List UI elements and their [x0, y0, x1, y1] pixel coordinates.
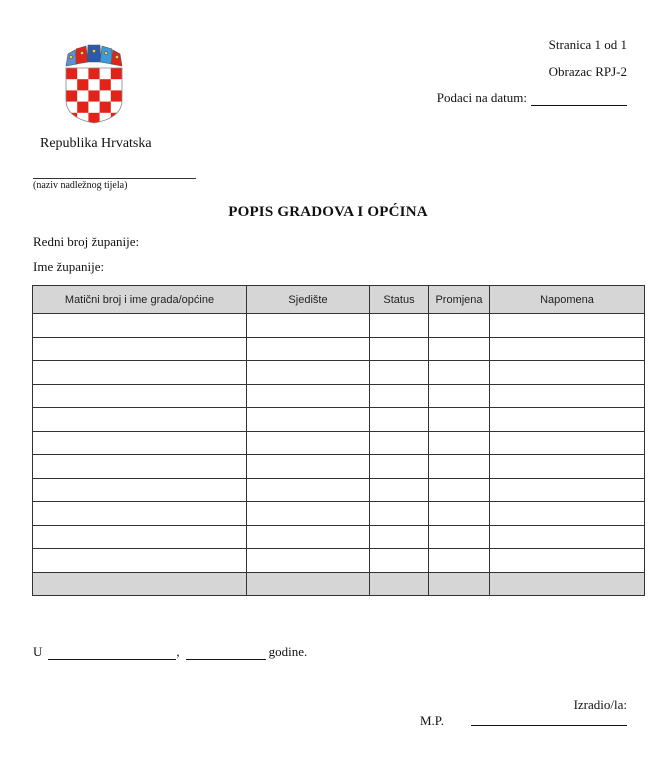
- table-cell[interactable]: [490, 525, 645, 549]
- table-cell[interactable]: [429, 478, 490, 502]
- table-cell[interactable]: [370, 431, 429, 455]
- table-row: [33, 361, 645, 385]
- prepared-by-label: Izradio/la:: [573, 697, 627, 712]
- place-prefix: U: [33, 644, 43, 659]
- table-cell[interactable]: [33, 525, 247, 549]
- table-row: [33, 384, 645, 408]
- table-cell[interactable]: [490, 361, 645, 385]
- table-cell[interactable]: [429, 408, 490, 432]
- page-title: POPIS GRADOVA I OPĆINA: [228, 204, 428, 220]
- table-cell[interactable]: [429, 549, 490, 573]
- table-cell[interactable]: [370, 455, 429, 479]
- table-cell[interactable]: [247, 361, 370, 385]
- table-cell[interactable]: [33, 502, 247, 526]
- table-cell[interactable]: [490, 502, 645, 526]
- table-cell[interactable]: [490, 408, 645, 432]
- table-row: [33, 525, 645, 549]
- table-cell[interactable]: [490, 478, 645, 502]
- table-cell[interactable]: [247, 478, 370, 502]
- table-cell[interactable]: [429, 502, 490, 526]
- table-cell[interactable]: [370, 408, 429, 432]
- place-field[interactable]: [48, 648, 176, 660]
- table-cell[interactable]: [247, 502, 370, 526]
- table-cell[interactable]: [490, 314, 645, 338]
- table-cell[interactable]: [247, 525, 370, 549]
- table-cell[interactable]: [33, 384, 247, 408]
- form-code: Obrazac RPJ-2: [548, 64, 627, 79]
- signature-line[interactable]: [471, 725, 627, 726]
- table-cell[interactable]: [370, 337, 429, 361]
- org-name: Republika Hrvatska: [40, 136, 152, 151]
- authority-caption: (naziv nadležnog tijela): [33, 180, 128, 191]
- table-cell[interactable]: [33, 478, 247, 502]
- place-date-row: [33, 644, 307, 660]
- table-row: [33, 431, 645, 455]
- table-cell[interactable]: [490, 337, 645, 361]
- authority-name-line[interactable]: [33, 178, 196, 179]
- table-row: [33, 549, 645, 573]
- table-cell[interactable]: [370, 502, 429, 526]
- table-row: [33, 408, 645, 432]
- table-cell[interactable]: [247, 408, 370, 432]
- table-cell[interactable]: [490, 431, 645, 455]
- table-cell: [247, 572, 370, 596]
- table-cell[interactable]: [429, 361, 490, 385]
- table-cell[interactable]: [247, 314, 370, 338]
- column-header-seat: Sjedište: [247, 286, 370, 314]
- page-info: Stranica 1 od 1: [548, 37, 627, 52]
- county-number-label: Redni broj županije:: [33, 234, 140, 249]
- table-cell[interactable]: [247, 455, 370, 479]
- table-cell[interactable]: [490, 455, 645, 479]
- table-cell: [33, 572, 247, 596]
- cities-table: [32, 285, 645, 596]
- county-name-label: Ime županije:: [33, 259, 105, 274]
- table-cell[interactable]: [247, 384, 370, 408]
- column-header-note: Napomena: [490, 286, 645, 314]
- table-cell[interactable]: [33, 337, 247, 361]
- table-row: [33, 455, 645, 479]
- table-cell[interactable]: [429, 314, 490, 338]
- table-row: [33, 337, 645, 361]
- table-cell[interactable]: [33, 455, 247, 479]
- table-cell[interactable]: [429, 455, 490, 479]
- table-cell[interactable]: [33, 408, 247, 432]
- table-cell: [429, 572, 490, 596]
- coat-of-arms-icon: [62, 44, 126, 124]
- table-cell[interactable]: [370, 478, 429, 502]
- year-suffix: godine.: [268, 644, 308, 659]
- table-cell: [370, 572, 429, 596]
- date-field[interactable]: [531, 93, 627, 106]
- table-cell[interactable]: [247, 431, 370, 455]
- table-row: [33, 502, 645, 526]
- table-cell[interactable]: [33, 314, 247, 338]
- table-row: [33, 314, 645, 338]
- table-cell[interactable]: [370, 314, 429, 338]
- table-cell[interactable]: [429, 525, 490, 549]
- table-cell[interactable]: [33, 361, 247, 385]
- column-header-change: Promjena: [429, 286, 490, 314]
- table-total-row: [33, 572, 645, 596]
- table-cell[interactable]: [370, 549, 429, 573]
- column-header-status: Status: [370, 286, 429, 314]
- table-cell[interactable]: [370, 384, 429, 408]
- table-cell[interactable]: [247, 337, 370, 361]
- table-cell[interactable]: [490, 549, 645, 573]
- table-body: [33, 314, 645, 596]
- table-cell[interactable]: [33, 431, 247, 455]
- column-header-id-name: Matični broj i ime grada/općine: [33, 286, 247, 314]
- table-cell[interactable]: [429, 431, 490, 455]
- table-cell[interactable]: [33, 549, 247, 573]
- table-cell[interactable]: [429, 337, 490, 361]
- table-cell[interactable]: [370, 361, 429, 385]
- date-label: Podaci na datum:: [436, 90, 527, 105]
- table-cell[interactable]: [490, 384, 645, 408]
- separator: ,: [176, 644, 180, 659]
- table-cell[interactable]: [247, 549, 370, 573]
- date-signed-field[interactable]: [186, 648, 266, 660]
- table-row: [33, 478, 645, 502]
- table-cell[interactable]: [370, 525, 429, 549]
- stamp-label: M.P.: [420, 713, 444, 728]
- date-row: [437, 90, 627, 106]
- table-cell[interactable]: [429, 384, 490, 408]
- table-cell: [490, 572, 645, 596]
